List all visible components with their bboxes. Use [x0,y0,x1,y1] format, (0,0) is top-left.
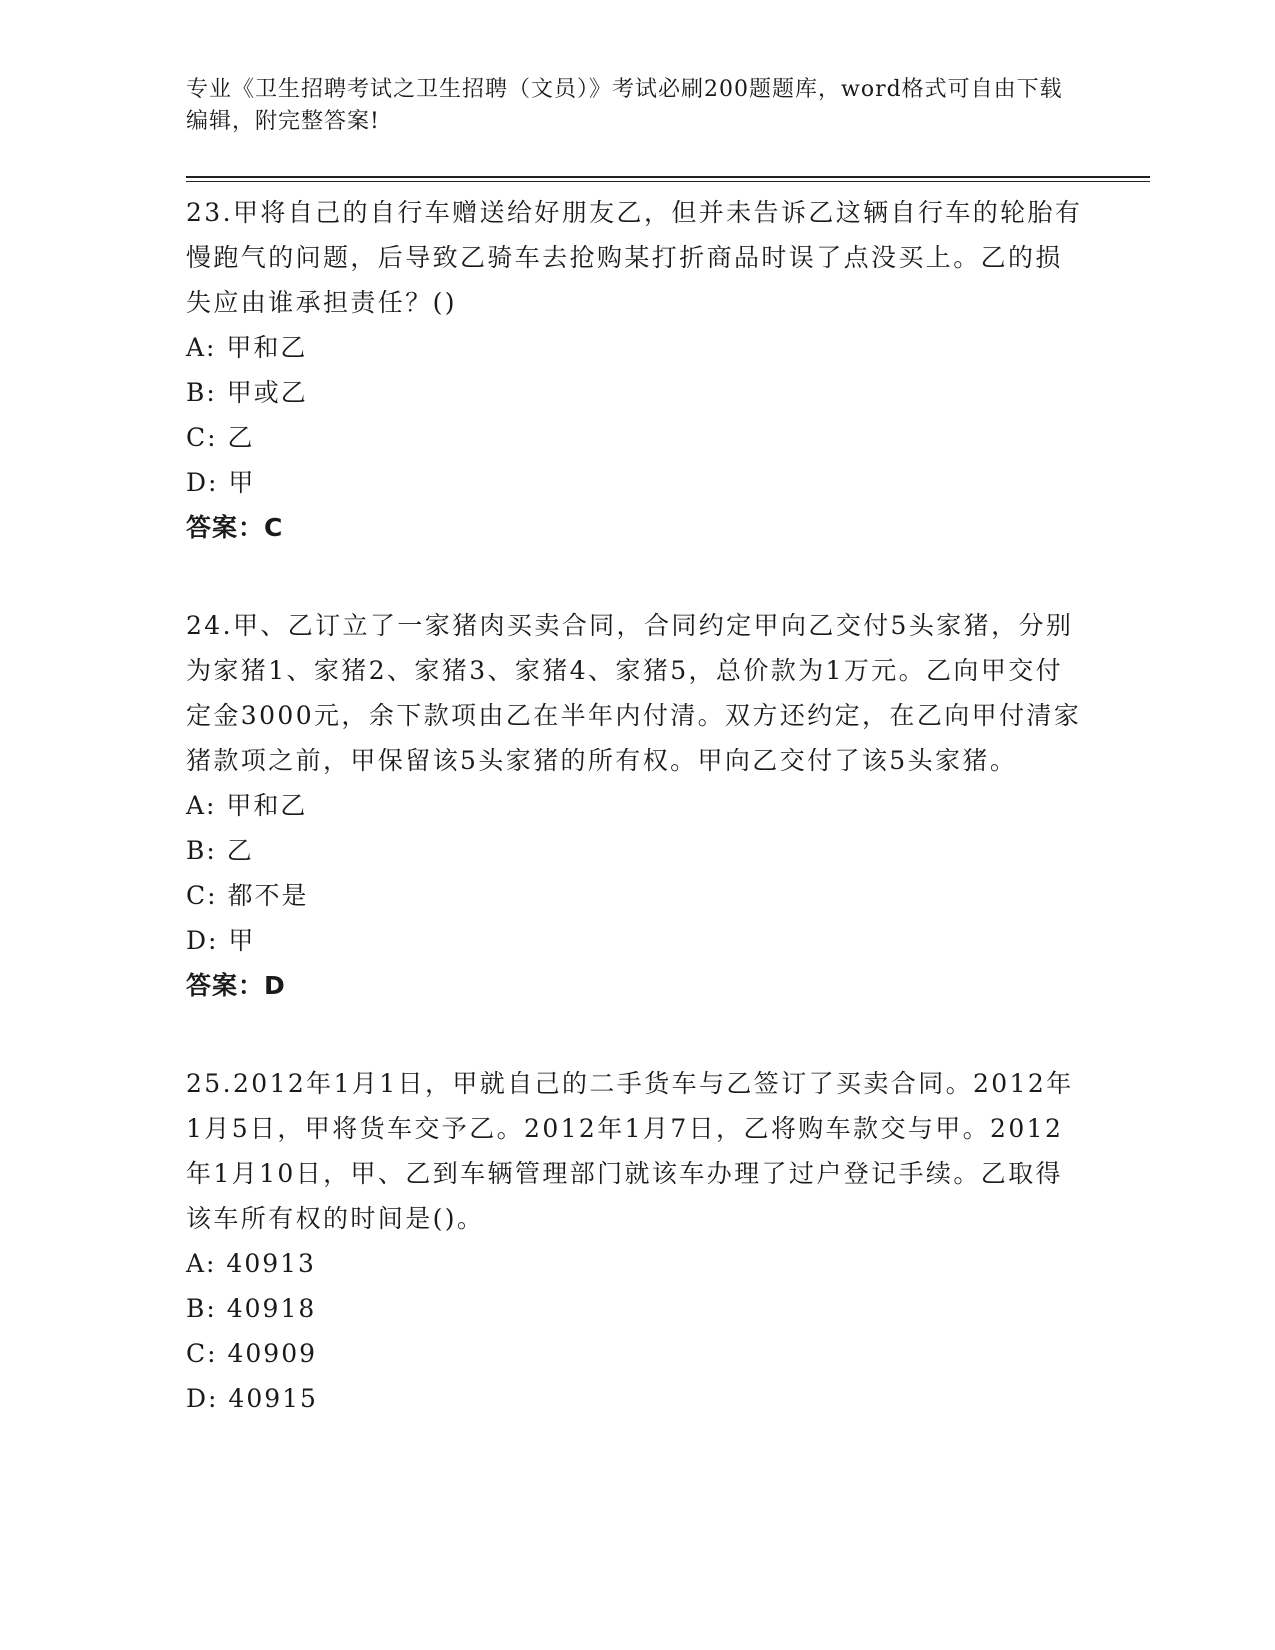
option-b: B: 乙 [186,836,254,865]
option-c: C: 乙 [186,423,255,452]
header-rule-thick [186,176,1150,178]
question-23 [186,190,1086,551]
document-header: 专业《卫生招聘考试之卫生招聘（文员）》考试必刷200题题库，word格式可自由下载编辑，附完整答案! [186,77,1063,134]
question-25 [186,1061,1086,1421]
question-list [186,190,1086,1473]
option-c: C: 都不是 [186,881,309,910]
question-stem: 24.甲、乙订立了一家猪肉买卖合同，合同约定甲向乙交付5头家猪，分别为家猪1、家猪2、家猪3、家猪4、家猪5，总价款为1万元。乙向甲交付定金3000元，余下款项由乙在半年内付清。双方还约定，在乙向甲付清家猪款项之前，甲保留该5头家猪的所有权。甲向乙交付了该5头家猪。 [186,611,1082,775]
option-a: A: 40913 [186,1249,316,1278]
option-a: A: 甲和乙 [186,791,308,820]
option-d: D: 甲 [186,468,256,497]
question-24 [186,603,1086,1009]
option-d: D: 40915 [186,1384,318,1413]
answer-label: 答案：C [186,513,284,542]
option-c: C: 40909 [186,1339,318,1368]
question-stem: 25.2012年1月1日，甲就自己的二手货车与乙签订了买卖合同。2012年1月5日，甲将货车交予乙。2012年1月7日，乙将购车款交与甲。2012年1月10日，甲、乙到车辆管理部门就该车办理了过户登记手续。乙取得该车所有权的时间是()。 [186,1069,1074,1233]
question-stem: 23.甲将自己的自行车赠送给好朋友乙，但并未告诉乙这辆自行车的轮胎有慢跑气的问题，后导致乙骑车去抢购某打折商品时误了点没买上。乙的损失应由谁承担责任？() [186,198,1083,317]
option-b: B: 40918 [186,1294,317,1323]
option-a: A: 甲和乙 [186,333,308,362]
answer-label: 答案：D [186,971,286,1000]
header-rule-thin [186,181,1150,182]
option-d: D: 甲 [186,926,256,955]
option-b: B: 甲或乙 [186,378,308,407]
